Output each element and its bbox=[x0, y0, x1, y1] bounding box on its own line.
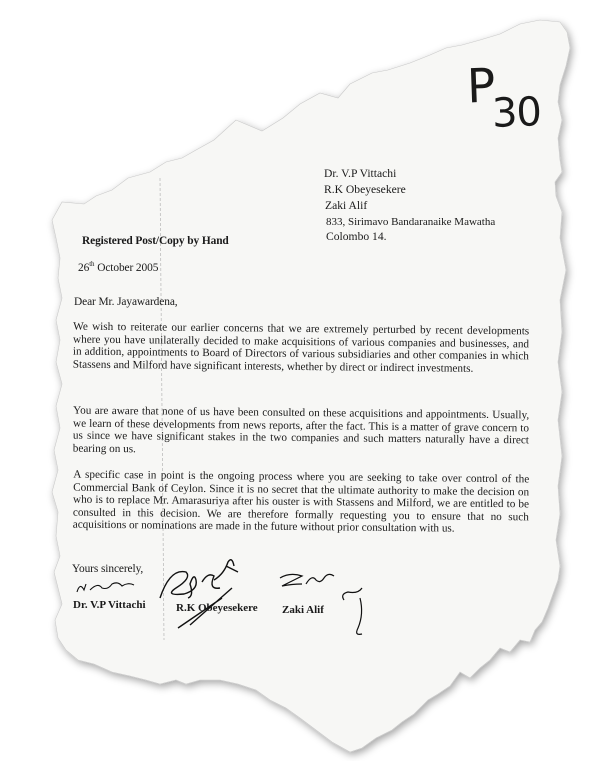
salutation: Dear Mr. Jayawardena, bbox=[74, 296, 178, 308]
recipient-address-line-1: 833, Sirimavo Bandaranaike Mawatha bbox=[326, 216, 496, 228]
closing: Yours sincerely, bbox=[72, 563, 144, 575]
recipient-name-2: R.K Obeyesekere bbox=[324, 183, 406, 196]
recipient-address-line-2: Colombo 14. bbox=[326, 230, 387, 243]
date-day: 26 bbox=[78, 262, 90, 274]
annotation-letter: P bbox=[466, 58, 496, 115]
body-paragraph-1: We wish to reiterate our earlier concerns that we are extremely perturbed by recent developments where you have unilaterally decided to make acquisitions of various companies and businesses, and in addition, appointments to Board of Directors of various subsidiaries and other companies in which Stassens and Milford have significant interests, whether by direct or indirect investments. bbox=[72, 320, 530, 375]
recipient-name-1: Dr. V.P Vittachi bbox=[324, 167, 397, 180]
signatory-name-1: Dr. V.P Vittachi bbox=[73, 599, 146, 611]
page-number-value bbox=[491, 89, 542, 137]
signatory-name-3: Zaki Alif bbox=[282, 604, 324, 616]
date-suffix: th bbox=[89, 260, 95, 269]
delivery-method: Registered Post/Copy by Hand bbox=[82, 235, 229, 247]
body-paragraph-2: You are aware that none of us have been consulted on these acquisitions and appointments. Usually, we learn of these developments from news reports, after the fact. This is a matter of grave concern to us since we have significant stakes in the two companies and such matters naturally have a direct bearing on us. bbox=[72, 404, 530, 456]
annotation-number: 30 bbox=[491, 89, 542, 137]
signatory-name-2: R.K Obeyesekere bbox=[176, 602, 258, 614]
date-rest: October 2005 bbox=[94, 262, 159, 274]
body-paragraph-3: A specific case in point is the ongoing process where you are seeking to take over control of the Commercial Bank of Ceylon. Since it is no secret that the ultimate authority to make the decision on who is to replace Mr. Amarasuriya after his ouster is with Stassens and Milford, we are entitled to be consulted in this decision. We are therefore formally requesting you to ensure that no such acquisitions or nominations are made in the future without prior consultation with us. bbox=[72, 468, 530, 535]
letter-date bbox=[78, 262, 158, 275]
recipient-name-3: Zaki Alif bbox=[325, 199, 368, 212]
